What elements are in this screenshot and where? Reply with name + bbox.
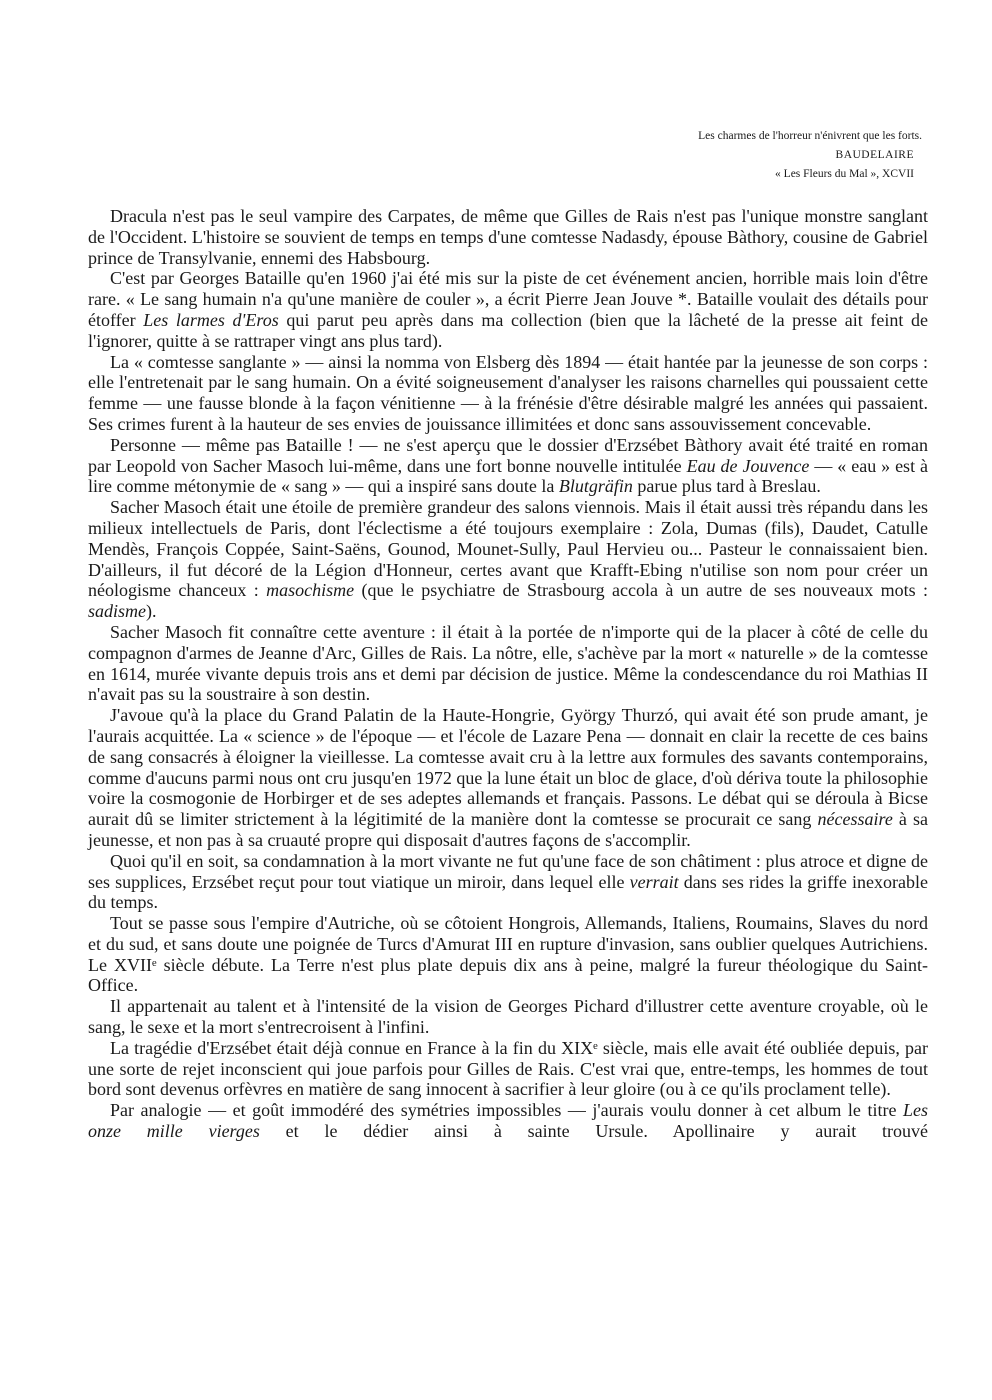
century-numeral: XVIIᵉ	[113, 954, 157, 975]
text-segment: siècle débute. La Terre n'est plus plate depuis dix ans à peine, malgré la fureur théologique du Saint-Office.	[88, 954, 928, 996]
text-segment: Quoi qu'il en soit, sa condamnation à la mort vivante ne fut qu'une face de son châtiment : plus atroce et digne de ses supplices, Erzsébet reçut pour tout viatique un miroir, dans lequel elle	[88, 850, 928, 892]
paragraph	[88, 1100, 928, 1142]
text-segment: La tragédie d'Erzsébet était déjà connue en France à la fin du	[110, 1037, 562, 1058]
epigraph-quote: Les charmes de l'horreur n'énivrent que les forts.	[698, 130, 922, 142]
book-title: Eau de Jouvence	[686, 455, 810, 476]
epigraph	[502, 127, 922, 184]
text-segment: C'est par Georges Bataille qu'en 1960 j'ai été mis sur la piste de cet événement ancien, horrible mais loin d'être rare. « Le sang humain n'a qu'une manière de couler », a écrit Pierre Jean Jouve *. Bataille voulait des détails pour étoffer	[88, 268, 928, 330]
epigraph-source: « Les Fleurs du Mal », XCVII	[775, 168, 914, 180]
text-segment: parue plus tard à Breslau.	[632, 476, 821, 497]
paragraph	[88, 497, 928, 622]
text-segment: (que le psychiatre de Strasbourg accola à un autre de ses nouveaux mots :	[354, 580, 928, 601]
text-segment: Sacher Masoch était une étoile de première grandeur des salons viennois. Mais il était aussi très répandu dans les milieux intellectuels de Paris, dont l'éclectisme a été toujours exemplaire : Zola, Dumas (fils), Daudet, Catulle Mendès, François Coppée, Saint-Saëns, Gounod, Mounet-Sully, Paul Hervieu ou... Pasteur le connaissaient bien. D'ailleurs, il fut décoré de la Légion d'Honneur, certes avant que Krafft-Ebing n'utilise son nom pour créer un néologisme chanceux :	[88, 497, 928, 601]
italic-term: verrait	[629, 871, 679, 892]
text-segment: Personne — même pas Bataille ! — ne s'est aperçu que le dossier d'Erzsébet Bàthory avait été traité en roman par Leopold von Sacher Masoch lui-même, dans une fort bonne nouvelle intitulée	[88, 434, 928, 476]
text-segment: siècle, mais elle avait été oubliée depuis, par une sorte de rejet inconscient qui joue parfois pour Gilles de Rais. C'est vrai que, entre-temps, les hommes de tout bord sont devenus orfèvres en matière de sang innocent à sacrifier à leur gloire (ou à ce qu'ils proclament telle).	[88, 1037, 928, 1100]
text-segment: ).	[146, 601, 157, 622]
text-segment: Dracula n'est pas le seul vampire des Carpates, de même que Gilles de Rais n'est pas l'unique monstre sanglant de l'Occident. L'histoire se souvient de temps en temps d'une comtesse Nadasdy, épouse Bàthory, cousine de Gabriel prince de Transylvanie, ennemi des Habsbourg.	[88, 206, 928, 268]
paragraph	[88, 996, 928, 1038]
paragraph	[88, 622, 928, 705]
text-segment: Il appartenait au talent et à l'intensité de la vision de Georges Pichard d'illustrer cette aventure croyable, où le sang, le sexe et la mort s'entrecroisent à l'infini.	[88, 996, 928, 1038]
text-segment: à sa jeunesse, et non pas à sa cruauté propre qui disposait d'autres façons de s'accomplir.	[88, 809, 929, 850]
paragraph	[88, 206, 928, 268]
text-segment: J'avoue qu'à la place du Grand Palatin de la Haute-Hongrie, György Thurzó, qui avait été son prude amant, je l'aurais acquittée. La « science » de l'époque — et l'école de Lazare Pena — donnait en clair la recette de ces bains de sang consacrés à éloigner la vieillesse. La comtesse avait cru à la lettre aux formules des savants contemporains, comme d'aucuns parmi nous ont cru jusqu'en 1972 que la lune était un bloc de glace, d'où dériva toute la philosophie voire la cosmogonie de Horbirger et de ses adeptes allemands et français. Passons. Le débat qui se déroula à Bicse aurait dû se limiter strictement à la légitimité de la manière dont la comtesse se procurait ce sang	[88, 705, 929, 830]
text-segment: et le dédier ainsi à sainte Ursule. Apollinaire y aurait trouvé	[259, 1121, 928, 1142]
text-segment: La « comtesse sanglante » — ainsi la nomma von Elsberg dès 1894 — était hantée par la jeunesse de son corps : elle l'entretenait par le sang humain. On a évité soigneusement d'analyser les raisons charnelles qui poussaient cette femme — une fausse blonde à la façon vénitienne — à la frénésie d'être désirable malgré les années qui passaient. Ses crimes furent à la hauteur de ses envies de jouissance illimitées et donc sans assouvissement concevable.	[88, 351, 928, 434]
century-numeral: XIXᵉ	[561, 1037, 598, 1058]
italic-term: sadisme	[88, 601, 146, 622]
epigraph-author: BAUDELAIRE	[835, 149, 914, 161]
text-segment: Tout se passe sous l'empire d'Autriche, où se côtoient Hongrois, Allemands, Italiens, Roumains, Slaves du nord et du sud, et sans doute une poignée de Turcs d'Amurat III en rupture d'invasion, sans oublier quelques Autrichiens. Le	[88, 913, 928, 975]
paragraph	[88, 268, 928, 351]
paragraph	[88, 705, 928, 851]
text-segment: Sacher Masoch fit connaître cette aventure : il était à la portée de n'importe qui de la placer à côté de celle du compagnon d'armes de Jeanne d'Arc, Gilles de Rais. La nôtre, elle, s'achève par la mort « naturelle » de la comtesse en 1614, murée vivante depuis trois ans et demi par décision de justice. Même la condescendance du roi Mathias II n'avait pas su la soustraire à son destin.	[88, 621, 928, 705]
text-segment: Par analogie — et goût immodéré des symétries impossibles — j'aurais voulu donner à cet album le titre	[110, 1100, 903, 1121]
book-title: Blutgräfin	[558, 476, 633, 497]
book-title: Les larmes d'Eros	[143, 309, 279, 330]
text-segment: qui parut peu après dans ma collection (bien que la lâcheté de la presse ait feint de l'ignorer, quitte à se rattraper vingt ans plus tard).	[88, 309, 928, 351]
paragraph	[88, 352, 928, 435]
text-segment: — « eau » est à lire comme métonymie de « sang » — qui a inspiré sans doute la	[88, 455, 928, 497]
body-text	[88, 206, 928, 1142]
paragraph	[88, 913, 928, 996]
paragraph	[88, 1038, 928, 1100]
text-segment: dans ses rides la griffe inexorable du temps.	[88, 871, 928, 913]
paragraph	[88, 435, 928, 497]
book-title: Les onze mille vierges	[88, 1100, 928, 1142]
italic-term: masochisme	[266, 580, 355, 601]
italic-term: nécessaire	[817, 809, 893, 830]
paragraph	[88, 851, 928, 913]
